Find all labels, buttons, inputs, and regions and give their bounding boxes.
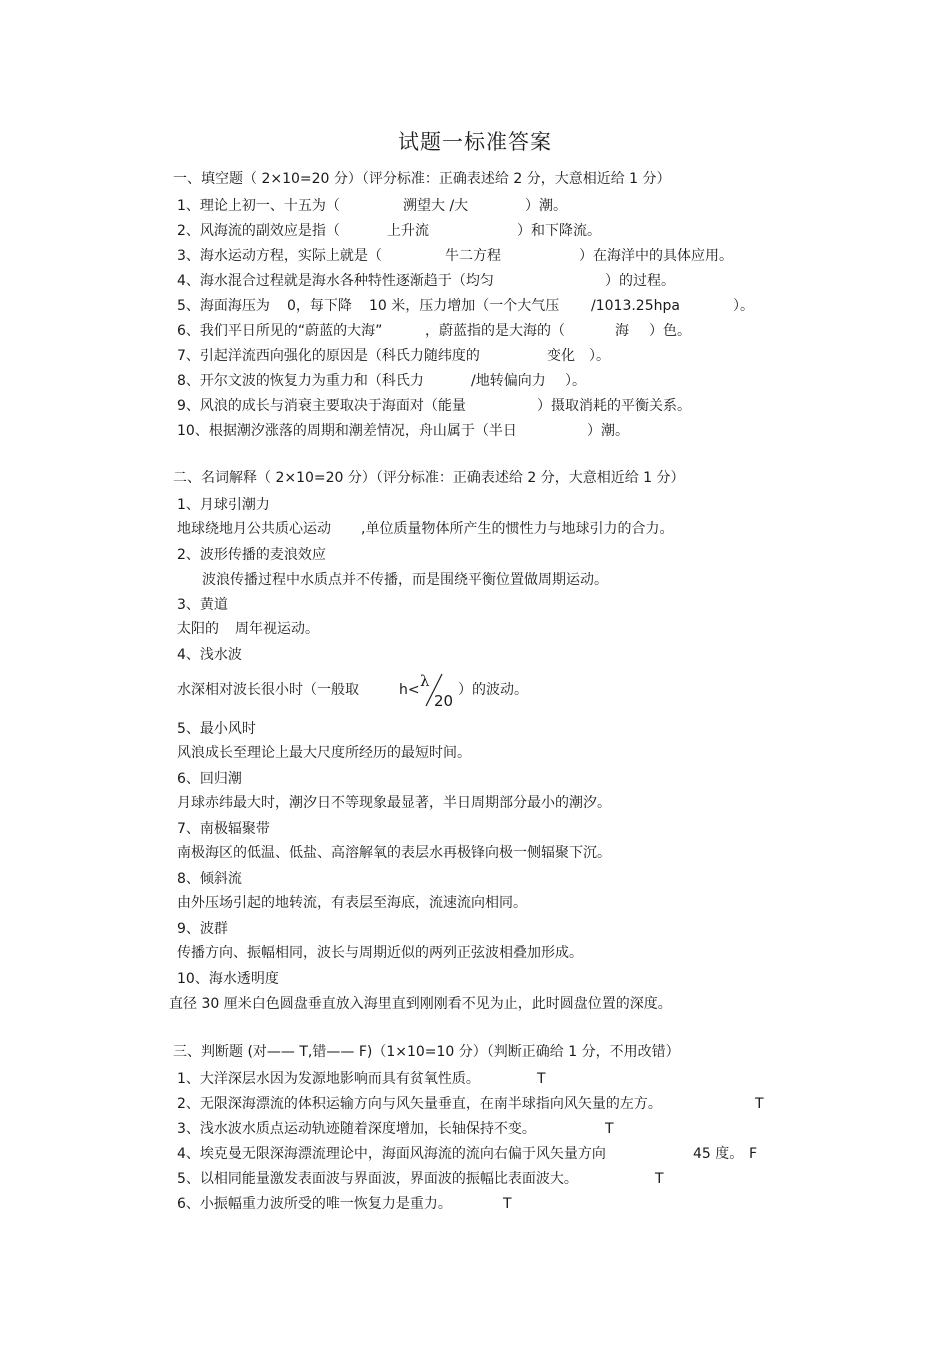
judge-question-6 bbox=[177, 1195, 512, 1213]
j2-answer: T bbox=[755, 1096, 764, 1112]
q2-answer: 上升流 bbox=[387, 223, 429, 239]
term-3-answer-b: 周年视运动。 bbox=[235, 621, 319, 637]
q6-answer: 海 bbox=[615, 323, 629, 339]
q1-text: 1、理论上初一、十五为（ bbox=[177, 198, 340, 214]
judge-question-5 bbox=[177, 1170, 664, 1188]
q1-tail: ）潮。 bbox=[525, 198, 567, 214]
q8-text: 8、开尔文波的恢复力为重力和（科氏力 bbox=[177, 373, 424, 389]
q3-text: 3、海水运动方程，实际上就是（ bbox=[177, 248, 382, 264]
q10-tail: ）潮。 bbox=[587, 423, 629, 439]
j5-answer: T bbox=[655, 1171, 664, 1187]
term-10-title: 10、海水透明度 bbox=[177, 971, 279, 987]
judge-question-1 bbox=[177, 1070, 546, 1088]
fill-question-6 bbox=[177, 322, 691, 340]
term-9-title: 9、波群 bbox=[177, 921, 228, 937]
term-3-answer bbox=[177, 620, 319, 638]
q3-tail: ）在海洋中的具体应用。 bbox=[579, 248, 733, 264]
j1-text: 1、大洋深层水因为发源地影响而具有贫氧性质。 bbox=[177, 1071, 480, 1087]
fill-question-9 bbox=[177, 397, 691, 415]
j6-text: 6、小振幅重力波所受的唯一恢复力是重力。 bbox=[177, 1196, 452, 1212]
term-2-title: 2、波形传播的麦浪效应 bbox=[177, 547, 326, 563]
q5-answer: /1013.25hpa bbox=[591, 298, 680, 314]
fill-question-4 bbox=[177, 272, 675, 290]
term-1-answer bbox=[177, 520, 674, 538]
term-5-answer: 风浪成长至理论上最大尺度所经历的最短时间。 bbox=[177, 745, 471, 761]
term-6-answer: 月球赤纬最大时，潮汐日不等现象最显著，半日周期部分最小的潮汐。 bbox=[177, 795, 611, 811]
section-judge-header: 三、判断题 (对—— T,错—— F)（1×10=10 分）（判断正确给 1 分，不用改错） bbox=[173, 1044, 680, 1060]
term-10-answer: 直径 30 厘米白色圆盘垂直放入海里直到刚刚看不见为止，此时圆盘位置的深度。 bbox=[169, 996, 672, 1012]
j2-text: 2、无限深海漂流的体积运输方向与风矢量垂直，在南半球指向风矢量的左方。 bbox=[177, 1096, 662, 1112]
fraction-numerator: λ bbox=[420, 672, 430, 690]
term-6-title: 6、回归潮 bbox=[177, 771, 242, 787]
fill-question-7 bbox=[177, 347, 610, 365]
term-7-title: 7、南极辐聚带 bbox=[177, 821, 270, 837]
q3-answer: 牛二方程 bbox=[445, 248, 501, 264]
q6-text-b: ，蔚蓝指的是大海的（ bbox=[425, 323, 565, 339]
term-4-answer-a: 水深相对波长很小时（一般取 bbox=[177, 682, 359, 698]
term-4-answer bbox=[177, 681, 528, 699]
term-4-answer-c: ）的波动。 bbox=[458, 682, 528, 698]
term-9-answer: 传播方向、振幅相同，波长与周期近似的两列正弦波相叠加形成。 bbox=[177, 945, 583, 961]
q5-text-b: 0，每下降 bbox=[287, 298, 352, 314]
term-1-answer-b: ,单位质量物体所产生的惯性力与地球引力的合力。 bbox=[361, 521, 674, 537]
q6-tail: ）色。 bbox=[649, 323, 691, 339]
q4-text: 4、海水混合过程就是海水各种特性逐渐趋于（均匀 bbox=[177, 273, 494, 289]
term-1-answer-a: 地球绕地月公共质心运动 bbox=[177, 521, 331, 537]
fill-question-3 bbox=[177, 247, 733, 265]
term-3-title: 3、黄道 bbox=[177, 597, 228, 613]
q4-tail: ）的过程。 bbox=[605, 273, 675, 289]
j6-answer: T bbox=[503, 1196, 512, 1212]
term-4-answer-b: h< bbox=[399, 682, 420, 698]
term-4-title: 4、浅水波 bbox=[177, 647, 242, 663]
term-5-title: 5、最小风时 bbox=[177, 721, 256, 737]
fill-question-2 bbox=[177, 222, 601, 240]
term-1-title: 1、月球引潮力 bbox=[177, 497, 270, 513]
fill-question-10 bbox=[177, 422, 629, 440]
q2-text: 2、风海流的副效应是指（ bbox=[177, 223, 340, 239]
j4-text: 4、埃克曼无限深海漂流理论中，海面风海流的流向右偏于风矢量方向 bbox=[177, 1146, 606, 1162]
section-fill-header: 一、填空题（ 2×10=20 分）（评分标准：正确表述给 2 分，大意相近给 1 分） bbox=[173, 171, 671, 187]
term-2-answer: 波浪传播过程中水质点并不传播，而是围绕平衡位置做周期运动。 bbox=[202, 572, 608, 588]
q5-tail: ）。 bbox=[733, 298, 754, 314]
q9-text: 9、风浪的成长与消衰主要取决于海面对（能量 bbox=[177, 398, 466, 414]
section-terms-header: 二、名词解释（ 2×10=20 分）（评分标准：正确表述给 2 分，大意相近给 1 分） bbox=[173, 470, 685, 486]
j3-text: 3、浅水波水质点运动轨迹随着深度增加，长轴保持不变。 bbox=[177, 1121, 536, 1137]
q1-answer: 溯望大 /大 bbox=[403, 198, 469, 214]
q9-tail: ）摄取消耗的平衡关系。 bbox=[537, 398, 691, 414]
q8-answer: /地转偏向力 bbox=[471, 373, 546, 389]
q7-answer: 变化 bbox=[547, 348, 575, 364]
fraction-denominator: 20 bbox=[434, 692, 454, 710]
judge-question-2 bbox=[177, 1095, 764, 1113]
j4-answer: F bbox=[749, 1146, 758, 1162]
judge-question-4 bbox=[177, 1145, 758, 1163]
q5-text: 5、海面海压为 bbox=[177, 298, 270, 314]
q8-tail: ）。 bbox=[565, 373, 586, 389]
q2-tail: ）和下降流。 bbox=[517, 223, 601, 239]
j5-text: 5、以相同能量激发表面波与界面波，界面波的振幅比表面波大。 bbox=[177, 1171, 578, 1187]
judge-question-3 bbox=[177, 1120, 614, 1138]
j1-answer: T bbox=[537, 1071, 546, 1087]
q6-text: 6、我们平日所见的“蔚蓝的大海” bbox=[177, 323, 383, 339]
q7-text: 7、引起洋流西向强化的原因是（科氏力随纬度的 bbox=[177, 348, 480, 364]
lambda-over-20-fraction bbox=[418, 670, 458, 710]
fill-question-5 bbox=[177, 297, 754, 315]
j3-answer: T bbox=[605, 1121, 614, 1137]
term-8-title: 8、倾斜流 bbox=[177, 871, 242, 887]
q10-text: 10、根据潮汐涨落的周期和潮差情况，舟山属于（半日 bbox=[177, 423, 517, 439]
fill-question-1 bbox=[177, 197, 567, 215]
page-title: 试题一标准答案 bbox=[398, 130, 552, 154]
q7-tail: ）。 bbox=[589, 348, 610, 364]
fill-question-8 bbox=[177, 372, 586, 390]
term-7-answer: 南极海区的低温、低盐、高溶解氧的表层水再极锋向极一侧辐聚下沉。 bbox=[177, 845, 611, 861]
j4-text-b: 45 度。 bbox=[693, 1146, 744, 1162]
term-8-answer: 由外压场引起的地转流，有表层至海底，流速流向相同。 bbox=[177, 895, 527, 911]
q5-text-c: 10 米，压力增加（一个大气压 bbox=[369, 298, 560, 314]
term-3-answer-a: 太阳的 bbox=[177, 621, 219, 637]
